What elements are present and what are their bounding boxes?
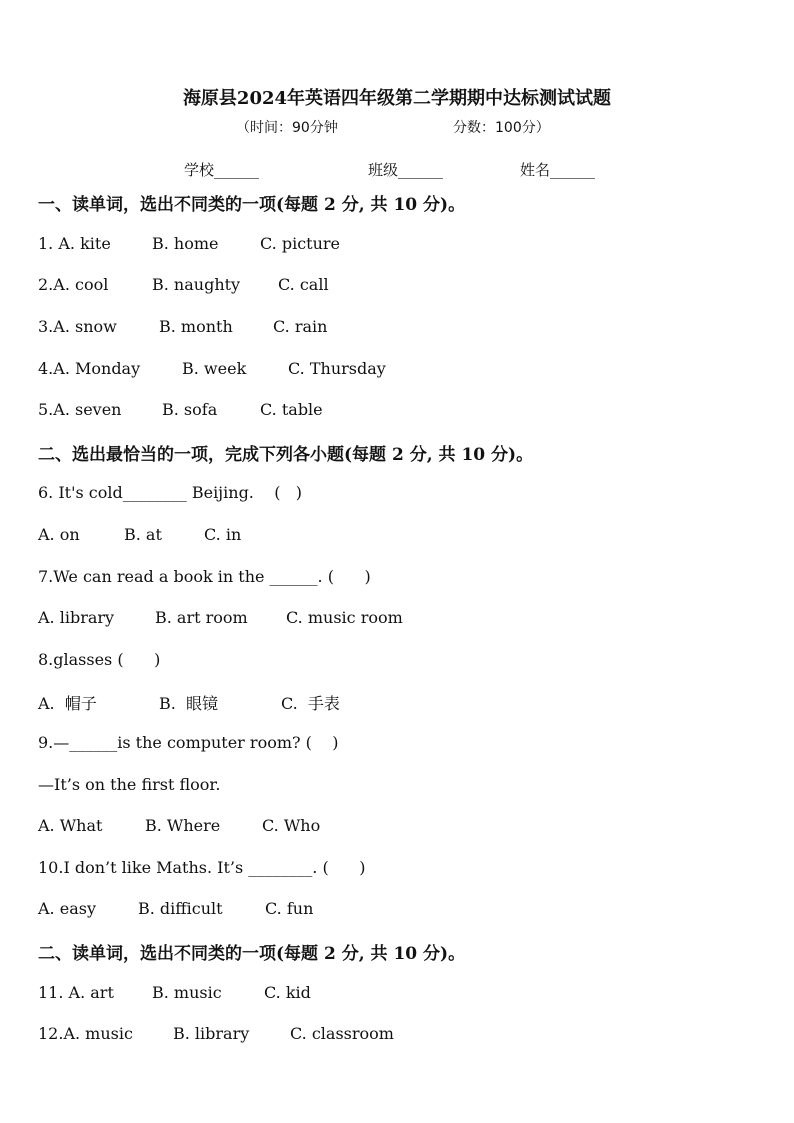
question-11-option-b: B. music [152, 983, 222, 1002]
question-6-option-b: B. at [124, 525, 162, 544]
question-12-option-b: B. library [173, 1024, 250, 1043]
question-11-option-a: 11. A. art [38, 983, 114, 1002]
question-5-option-b: B. sofa [162, 400, 218, 419]
section-heading: 一、读单词，选出不同类的一项(每题 2 分, 共 10 分)。 [38, 195, 466, 215]
question-3-option-b: B. month [159, 317, 233, 336]
question-5-option-a: 5.A. seven [38, 400, 122, 419]
page-title: 海原县2024年英语四年级第二学期期中达标测试试题 [182, 88, 612, 109]
question-5-option-c: C. table [260, 400, 323, 419]
exam-time: （时间：90分钟 [236, 120, 338, 136]
question-7-option-b: B. art room [155, 608, 248, 627]
school-field[interactable]: 学校______ [184, 161, 260, 179]
name-field[interactable]: 姓名______ [520, 161, 596, 179]
question-9-stem: 9.—______is the computer room? ( ) [38, 733, 339, 752]
question-9-option-a: A. What [38, 816, 103, 835]
question-6-stem: 6. It's cold________ Beijing. ( ) [38, 483, 302, 502]
question-2-option-c: C. call [278, 275, 329, 294]
question-10-stem: 10.I don’t like Maths. It’s ________. ( ) [38, 858, 366, 877]
question-8-option-a: A. 帽子 [38, 694, 97, 713]
exam-score: 分数：100分） [453, 120, 550, 136]
question-1-option-b: B. home [152, 234, 219, 253]
question-2-option-a: 2.A. cool [38, 275, 109, 294]
class-field[interactable]: 班级______ [368, 161, 444, 179]
question-12-option-c: C. classroom [290, 1024, 394, 1043]
question-3-option-c: C. rain [273, 317, 328, 336]
section-heading: 二、选出最恰当的一项，完成下列各小题(每题 2 分, 共 10 分)。 [38, 445, 534, 465]
question-7-option-a: A. library [38, 608, 115, 627]
question-7-stem: 7.We can read a book in the ______. ( ) [38, 567, 371, 586]
question-6-option-c: C. in [204, 525, 242, 544]
question-10-option-a: A. easy [38, 899, 96, 918]
question-4-option-a: 4.A. Monday [38, 359, 141, 378]
question-9-option-c: C. Who [262, 816, 321, 835]
question-10-option-c: C. fun [265, 899, 314, 918]
section-heading: 二、读单词，选出不同类的一项(每题 2 分, 共 10 分)。 [38, 944, 466, 964]
question-3-option-a: 3.A. snow [38, 317, 117, 336]
question-12-option-a: 12.A. music [38, 1024, 133, 1043]
question-4-option-c: C. Thursday [288, 359, 386, 378]
question-7-option-c: C. music room [286, 608, 403, 627]
question-8-option-c: C. 手表 [281, 694, 340, 713]
question-11-option-c: C. kid [264, 983, 311, 1002]
question-1-option-c: C. picture [260, 234, 341, 253]
question-2-option-b: B. naughty [152, 275, 241, 294]
question-9-answer-line: —It’s on the first floor. [38, 775, 221, 794]
question-6-option-a: A. on [38, 525, 80, 544]
question-1-option-a: 1. A. kite [38, 234, 111, 253]
question-8-option-b: B. 眼镜 [159, 694, 219, 713]
question-4-option-b: B. week [182, 359, 247, 378]
question-8-stem: 8.glasses ( ) [38, 650, 161, 669]
question-9-option-b: B. Where [145, 816, 221, 835]
question-10-option-b: B. difficult [138, 899, 223, 918]
